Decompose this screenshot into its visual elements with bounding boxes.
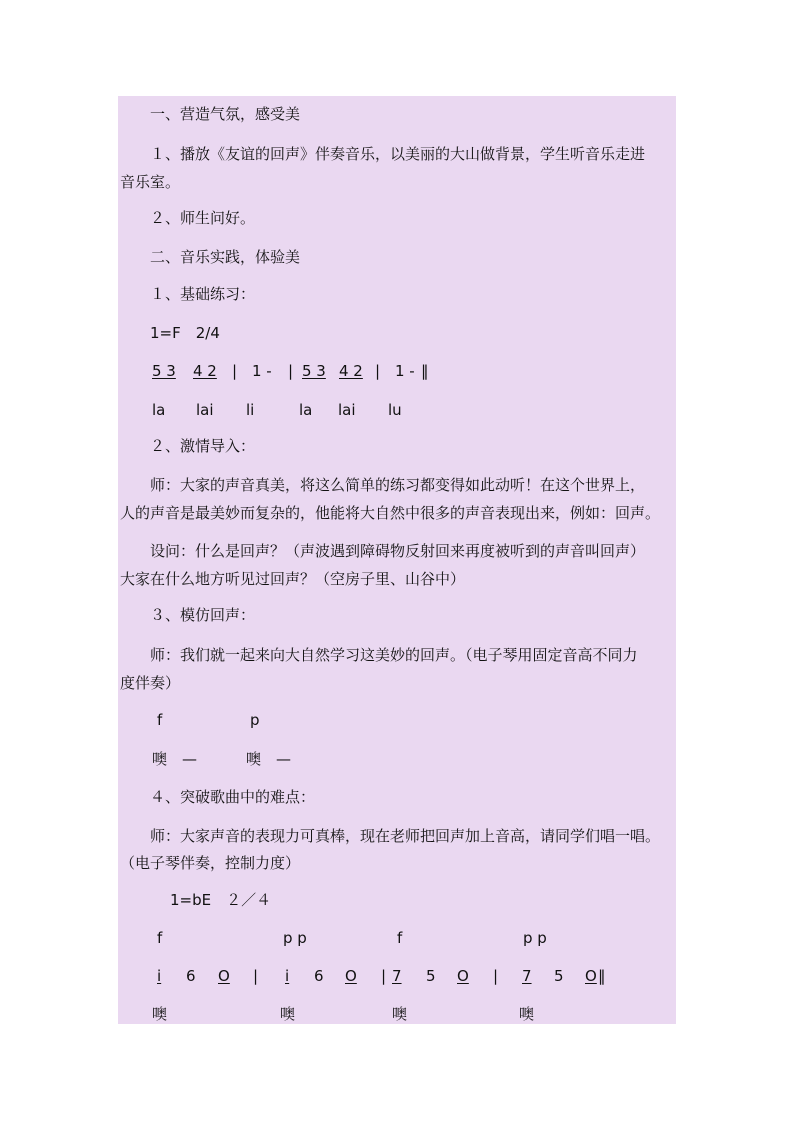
note: 5 bbox=[426, 967, 436, 985]
rest: O bbox=[218, 967, 230, 985]
lyric: lai bbox=[196, 401, 214, 419]
paragraph: 师：大家的声音真美，将这么简单的练习都变得如此动听！在这个世界上， bbox=[150, 476, 646, 494]
lyric: 噢 bbox=[280, 1005, 296, 1023]
lyric: lu bbox=[388, 401, 402, 419]
paragraph: ４、突破歌曲中的难点： bbox=[150, 788, 316, 806]
lyric: 噢 — bbox=[152, 750, 198, 768]
dynamic-mark: f bbox=[157, 711, 163, 729]
note-group: 4 2 bbox=[339, 362, 363, 380]
lyric: la bbox=[152, 401, 166, 419]
key-signature: 1=bE ２／４ bbox=[170, 891, 272, 909]
paragraph: 度伴奏） bbox=[120, 674, 181, 692]
lyric: 噢 bbox=[152, 1005, 168, 1023]
lyric: la bbox=[299, 401, 313, 419]
note: 6 bbox=[314, 967, 324, 985]
paragraph: 设问：什么是回声？（声波遇到障碍物反射回来再度被听到的声音叫回声） bbox=[150, 542, 646, 560]
note: 1 - bbox=[252, 362, 272, 380]
note: i bbox=[157, 967, 162, 985]
lyric: li bbox=[246, 401, 255, 419]
paragraph: 师：大家声音的表现力可真棒，现在老师把回声加上音高，请同学们唱一唱。 bbox=[150, 827, 661, 845]
dynamic-mark: p p bbox=[523, 929, 547, 947]
note-group: 5 3 bbox=[152, 362, 176, 380]
dynamic-mark: f bbox=[397, 929, 403, 947]
note: 6 bbox=[186, 967, 196, 985]
barline: | bbox=[232, 362, 238, 380]
lyric: 噢 bbox=[392, 1005, 408, 1023]
note: i bbox=[285, 967, 290, 985]
section-heading-1: 一、营造气氛，感受美 bbox=[150, 105, 301, 123]
paragraph: １、播放《友谊的回声》伴奏音乐，以美丽的大山做背景，学生听音乐走进 bbox=[150, 145, 646, 163]
end-barline: ‖ bbox=[421, 362, 429, 380]
paragraph: 音乐室。 bbox=[120, 173, 181, 191]
note: 1 - bbox=[395, 362, 415, 380]
note: 7 bbox=[392, 967, 402, 985]
note-group: 4 2 bbox=[193, 362, 217, 380]
dynamic-mark: f bbox=[157, 929, 163, 947]
rest: O bbox=[457, 967, 469, 985]
barline: | bbox=[375, 362, 381, 380]
paragraph: ２、师生问好。 bbox=[150, 209, 256, 227]
lyric: lai bbox=[338, 401, 356, 419]
paragraph: （电子琴伴奏，控制力度） bbox=[120, 854, 301, 872]
barline: | bbox=[493, 967, 499, 985]
paragraph: １、基础练习： bbox=[150, 285, 256, 303]
dynamic-mark: p p bbox=[283, 929, 307, 947]
barline: | bbox=[381, 967, 387, 985]
paragraph: ２、激情导入： bbox=[150, 437, 256, 455]
rest: O bbox=[345, 967, 357, 985]
note-group: 5 3 bbox=[302, 362, 326, 380]
key-signature: 1=F 2/4 bbox=[150, 324, 220, 342]
section-heading-2: 二、音乐实践，体验美 bbox=[150, 248, 301, 266]
barline: | bbox=[253, 967, 259, 985]
note: 7 bbox=[522, 967, 532, 985]
dynamic-mark: p bbox=[250, 711, 260, 729]
paragraph: 人的声音是最美妙而复杂的，他能将大自然中很多的声音表现出来，例如：回声。 bbox=[120, 504, 661, 522]
paragraph: 大家在什么地方听见过回声？（空房子里、山谷中） bbox=[120, 570, 466, 588]
note: 5 bbox=[554, 967, 564, 985]
paragraph: ３、模仿回声： bbox=[150, 606, 256, 624]
end-barline: ‖ bbox=[598, 967, 606, 985]
lyric: 噢 bbox=[519, 1005, 535, 1023]
barline: | bbox=[288, 362, 294, 380]
rest: O bbox=[585, 967, 597, 985]
paragraph: 师：我们就一起来向大自然学习这美妙的回声。（电子琴用固定音高不同力 bbox=[150, 646, 638, 664]
lyric: 噢 — bbox=[246, 750, 292, 768]
